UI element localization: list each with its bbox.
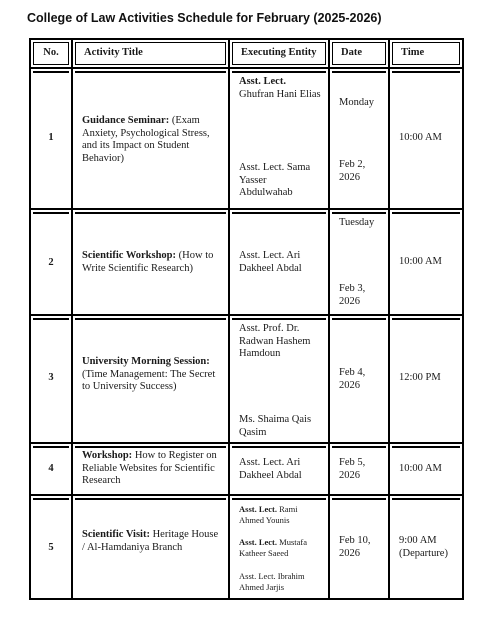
activity-title <box>82 529 222 554</box>
activity-desc: (Time Management: The Secret to University Success) <box>82 368 216 392</box>
table-row <box>30 495 463 599</box>
date: Feb 2, 2026 <box>339 159 366 183</box>
time: 10:00 AM <box>399 132 442 143</box>
row-number: 4 <box>48 463 54 474</box>
entity-1-title: Asst. Lect. <box>239 504 278 514</box>
date: Feb 3, 2026 <box>339 283 366 307</box>
schedule-table <box>29 38 464 600</box>
activity-title <box>82 356 222 394</box>
header-row <box>30 39 463 68</box>
table-row <box>30 315 463 443</box>
entity-1 <box>239 76 322 101</box>
entity-1-name: Rami Ahmed Younis <box>239 504 298 525</box>
entity-2 <box>239 537 322 559</box>
activity-desc: (How to Write Scientific Research) <box>82 250 214 274</box>
entity-2: Ms. Shaima Qais Qasim <box>239 414 312 438</box>
activity-type: Scientific Visit: <box>82 529 150 540</box>
activity-title <box>82 250 222 275</box>
header-entity: Executing Entity <box>232 42 326 65</box>
time: 12:00 PM <box>399 372 441 383</box>
row-number: 5 <box>48 542 54 553</box>
entity-2-name: Mustafa Katheer Saeed <box>239 537 307 558</box>
entity-2: Asst. Lect. Sama Yasser Abdulwahab <box>239 162 311 198</box>
time: 10:00 AM <box>399 256 442 267</box>
table-row <box>30 68 463 209</box>
row-number: 2 <box>48 257 54 268</box>
header-no: No. <box>33 42 69 65</box>
time: 9:00 AM <box>399 535 437 546</box>
day: Tuesday <box>339 217 375 228</box>
entity-1: Asst. Lect. Ari Dakheel Abdal <box>239 250 302 274</box>
activity-type: Guidance Seminar: <box>82 115 170 126</box>
entity-3: Asst. Lect. Ibrahim Ahmed Jarjis <box>239 571 305 592</box>
date: Feb 5, 2026 <box>339 457 366 481</box>
date: Feb 10, 2026 <box>339 535 371 559</box>
page-title: College of Law Activities Schedule for February (2025-2026) <box>27 11 382 25</box>
activity-type: Workshop: <box>82 450 133 461</box>
table-row <box>30 209 463 315</box>
header-activity: Activity Title <box>75 42 226 65</box>
activity-type: Scientific Workshop: <box>82 250 177 261</box>
table-row <box>30 443 463 495</box>
row-number: 3 <box>48 372 54 383</box>
activity-type: University Morning Session: <box>82 356 210 367</box>
time: 10:00 AM <box>399 463 442 474</box>
activity-title <box>82 115 222 165</box>
day: Monday <box>339 97 374 108</box>
activity-desc: (Exam Anxiety, Psychological Stress, and its Impact on Student Behavior) <box>82 115 210 164</box>
entity-1-name: Ghufran Hani Elias <box>239 88 321 100</box>
activity-desc: How to Register on Reliable Websites for Scientific Research <box>82 450 217 486</box>
activity-title <box>82 450 222 488</box>
header-date: Date <box>332 42 386 65</box>
header-time: Time <box>392 42 460 65</box>
entity-1 <box>239 504 322 526</box>
entity-1-title: Asst. Lect. <box>239 76 286 87</box>
date: Feb 4, 2026 <box>339 367 366 391</box>
row-number: 1 <box>48 132 54 143</box>
entity-1: Asst. Prof. Dr. Radwan Hashem Hamdoun <box>239 323 311 359</box>
activity-desc: Heritage House / Al-Hamdaniya Branch <box>82 529 219 553</box>
time-note: (Departure) <box>399 548 448 559</box>
entity-1: Asst. Lect. Ari Dakheel Abdal <box>239 457 302 481</box>
entity-2-title: Asst. Lect. <box>239 537 278 547</box>
